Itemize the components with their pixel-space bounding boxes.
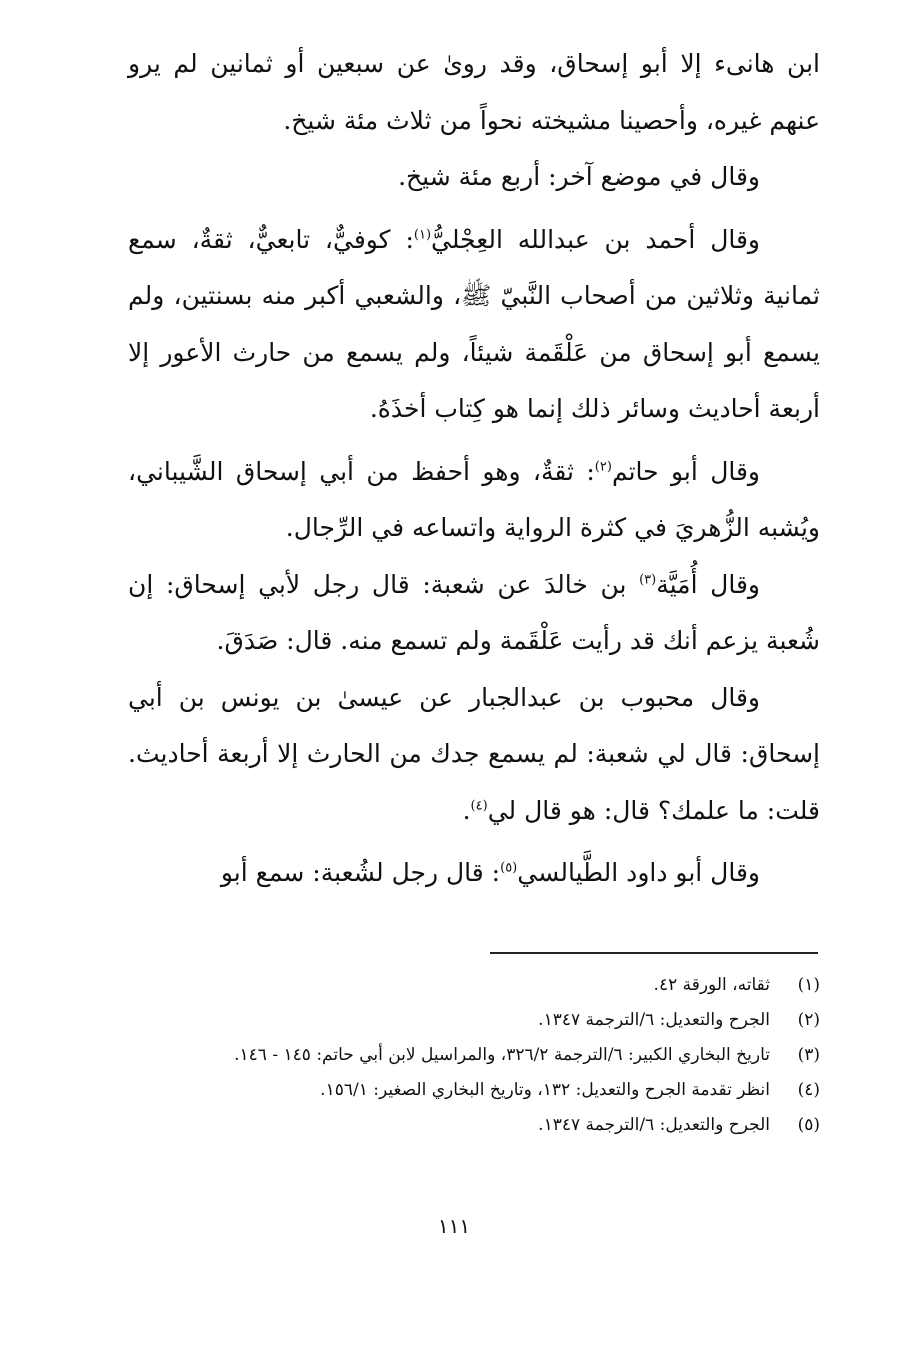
footnote-5 bbox=[160, 1108, 820, 1143]
footnote-ref-2[interactable]: (٢) bbox=[594, 459, 612, 475]
paragraph-5-text-start: وقال أُمَيَّة bbox=[656, 569, 760, 599]
footnote-1 bbox=[160, 968, 820, 1003]
paragraph-3-text-start: وقال أحمد بن عبدالله العِجْليُّ bbox=[431, 224, 760, 254]
paragraph-3 bbox=[128, 212, 820, 438]
paragraph-2-text: وقال في موضع آخر: أربع مئة شيخ. bbox=[398, 162, 760, 191]
paragraph-2 bbox=[128, 149, 820, 206]
footnote-number: (١) bbox=[797, 975, 820, 995]
paragraph-6-text-start: وقال محبوب بن عبدالجبار عن عيسىٰ بن يونس بن أبي إسحاق: قال لي شعبة: لم يسمع جدك من الحارث إلا أربعة أحاديث. قلت: ما علمك؟ قال: هو قال لي bbox=[128, 682, 820, 825]
footnote-text: ثقاته، الورقة ٤٢. bbox=[653, 975, 770, 995]
paragraph-7-text-start: وقال أبو داود الطَّيالسي bbox=[517, 858, 760, 887]
main-text bbox=[128, 36, 820, 902]
footnote-divider bbox=[490, 952, 818, 954]
footnote-4 bbox=[160, 1073, 820, 1108]
paragraph-1-text: ابن هانىء إلا أبو إسحاق، وقد روىٰ عن سبعين أو ثمانين لم يرو عنهم غيره، وأحصينا مشيخته نحواً من ثلاث مئة شيخ. bbox=[128, 49, 820, 135]
footnote-number: (٥) bbox=[797, 1115, 820, 1135]
paragraph-5-text-end: بن خالدَ عن شعبة: قال رجل لأبي إسحاق: إن شُعبة يزعم أنك قد رأيت عَلْقَمة ولم تسمع منه. قال: صَدَقَ. bbox=[128, 569, 820, 655]
paragraph-7 bbox=[128, 845, 820, 902]
footnote-number: (٤) bbox=[797, 1080, 820, 1100]
footnote-3 bbox=[160, 1038, 820, 1073]
paragraph-3-text-end: : كوفيٌّ، تابعيٌّ، ثقةٌ، سمع ثمانية وثلاثين من أصحاب النَّبيّ ﷺ، والشعبي أكبر منه بسنتين، ولم يسمع أبو إسحاق من عَلْقَمة شيئاً، ولم يسمع من حارث الأعور إلا أربعة أحاديث وسائر ذلك إنما هو كِتاب أخذَهُ. bbox=[128, 224, 820, 423]
paragraph-5 bbox=[128, 557, 820, 670]
paragraph-7-text-end: : قال رجل لشُعبة: سمع أبو bbox=[220, 858, 501, 887]
page-number: ١١١ bbox=[437, 1214, 471, 1238]
paragraph-6 bbox=[128, 670, 820, 840]
footnote-text: الجرح والتعديل: ٦/الترجمة ١٣٤٧. bbox=[538, 1010, 770, 1030]
footnote-ref-4[interactable]: (٤) bbox=[470, 798, 488, 814]
footnote-number: (٢) bbox=[797, 1010, 820, 1030]
footnote-text: انظر تقدمة الجرح والتعديل: ١٣٢، وتاريخ البخاري الصغير: ١٥٦/١. bbox=[320, 1080, 770, 1100]
footnote-ref-1[interactable]: (١) bbox=[413, 227, 432, 243]
footnotes bbox=[160, 968, 820, 1143]
paragraph-6-text-end: . bbox=[462, 795, 471, 825]
footnote-2 bbox=[160, 1003, 820, 1038]
paragraph-4-text-end: : ثقةٌ، وهو أحفظ من أبي إسحاق الشَّيباني، ويُشبه الزُّهريَ في كثرة الرواية واتساعه في الرِّجال. bbox=[128, 456, 820, 542]
paragraph-4-text-start: وقال أبو حاتم bbox=[611, 456, 761, 486]
paragraph-4 bbox=[128, 444, 820, 557]
paragraph-1 bbox=[128, 36, 820, 149]
footnote-text: الجرح والتعديل: ٦/الترجمة ١٣٤٧. bbox=[538, 1115, 770, 1135]
footnote-text: تاريخ البخاري الكبير: ٦/الترجمة ٣٢٦/٢، والمراسيل لابن أبي حاتم: ١٤٥ - ١٤٦. bbox=[234, 1045, 770, 1065]
footnote-number: (٣) bbox=[797, 1045, 820, 1065]
footnote-ref-3[interactable]: (٣) bbox=[639, 572, 657, 588]
footnote-ref-5[interactable]: (٥) bbox=[500, 860, 518, 876]
